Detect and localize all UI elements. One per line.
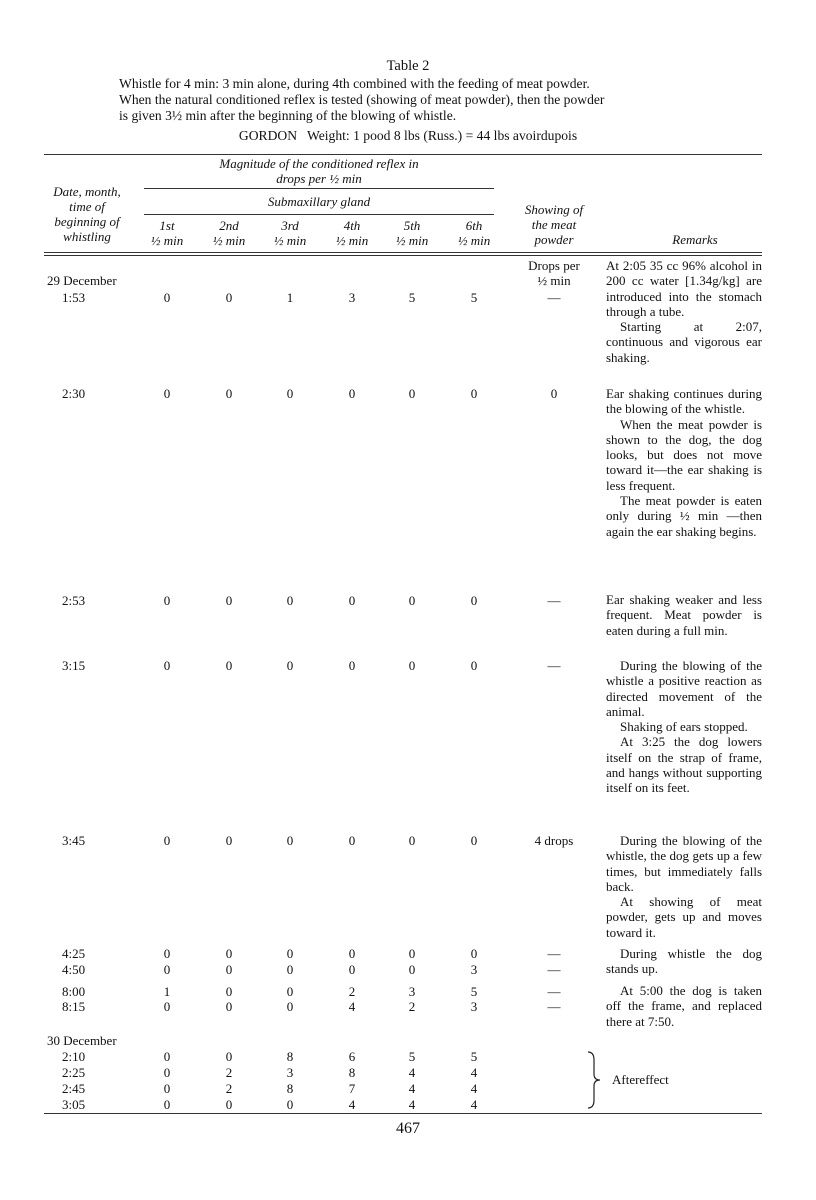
remark-paragraph: Starting at 2:07, continuous and vigorous ear shaking. (606, 319, 762, 365)
header-text: the meat (531, 217, 577, 232)
remark-paragraph: During the blowing of the whistle, the dog gets up a few times, but immediately falls back. (606, 833, 762, 894)
header-text: ½ min (273, 233, 307, 248)
row-value: 0 (163, 593, 171, 608)
row-value: 0 (286, 984, 294, 999)
remark-paragraph: At 5:00 the dog is taken off the frame, and replaced there at 7:50. (606, 983, 762, 1029)
row-value: 0 (163, 658, 171, 673)
row-time: 1:53 (62, 290, 86, 305)
remark-3 (606, 592, 762, 638)
row-time: 2:53 (62, 593, 86, 608)
row-value: 0 (348, 946, 356, 961)
row-value: 0 (163, 1065, 171, 1080)
remark-6 (606, 946, 762, 977)
page-number: 467 (396, 1120, 420, 1137)
magnitude-rule (144, 188, 494, 189)
date-label: 30 December (47, 1033, 117, 1048)
row-showing: — (547, 946, 561, 961)
row-value: 5 (470, 984, 478, 999)
row-time: 2:30 (62, 386, 86, 401)
row-value: 0 (286, 658, 294, 673)
row-value: 0 (286, 999, 294, 1014)
table-caption (119, 76, 719, 124)
row-time: 2:10 (62, 1049, 86, 1064)
row-value: 0 (348, 386, 356, 401)
row-value: 0 (286, 1097, 294, 1112)
row-value: 0 (286, 386, 294, 401)
row-value: 0 (348, 658, 356, 673)
row-showing: — (547, 984, 561, 999)
remark-paragraph: When the meat powder is shown to the dog, the dog looks, but does not move toward it—the ear shaking is less frequent. (606, 416, 762, 493)
row-value: 8 (286, 1049, 294, 1064)
remark-2 (606, 386, 762, 539)
header-text: ½ min (395, 233, 429, 248)
row-value: 4 (408, 1097, 416, 1112)
header-bottom-rule-1 (44, 252, 762, 253)
header-text: 1st (159, 218, 175, 233)
showing-unit-text: Drops per (528, 258, 580, 273)
header-text: 4th (343, 218, 361, 233)
row-value: 5 (408, 290, 416, 305)
remark-paragraph: Ear shaking continues during the blowing of the whistle. (606, 386, 762, 417)
row-showing: — (547, 290, 561, 305)
header-text: 6th (465, 218, 483, 233)
remark-7 (606, 983, 762, 1029)
header-interval-6 (446, 218, 502, 248)
header-text: drops per ½ min (276, 171, 362, 186)
row-value: 0 (225, 833, 233, 848)
row-value: 0 (225, 290, 233, 305)
row-value: 0 (408, 593, 416, 608)
row-time: 3:15 (62, 658, 86, 673)
row-value: 0 (286, 833, 294, 848)
header-text: Showing of (524, 202, 584, 217)
remark-4 (606, 658, 762, 796)
header-interval-4 (324, 218, 380, 248)
remark-1 (606, 258, 762, 365)
row-value: 0 (408, 962, 416, 977)
row-value: 3 (286, 1065, 294, 1080)
row-value: 0 (286, 593, 294, 608)
remark-paragraph: During the blowing of the whistle a positive reaction as directed movement of the animal. (606, 658, 762, 719)
row-showing: 0 (550, 386, 558, 401)
table-bottom-rule (44, 1113, 762, 1114)
row-value: 0 (348, 593, 356, 608)
remark-paragraph: The meat powder is eaten only during ½ min —then again the ear shaking begins. (606, 493, 762, 539)
header-text: Magnitude of the conditioned reflex in (219, 156, 419, 171)
row-showing: — (547, 593, 561, 608)
row-value: 0 (225, 593, 233, 608)
row-value: 8 (286, 1081, 294, 1096)
header-interval-5 (384, 218, 440, 248)
remark-paragraph: Shaking of ears stopped. (620, 719, 748, 735)
row-value: 4 (348, 1097, 356, 1112)
row-value: 0 (470, 658, 478, 673)
row-value: 0 (225, 658, 233, 673)
row-value: 0 (286, 962, 294, 977)
header-text: ½ min (150, 233, 184, 248)
row-value: 3 (470, 999, 478, 1014)
header-gland: Submaxillary gland (267, 194, 371, 209)
row-value: 5 (470, 1049, 478, 1064)
row-value: 0 (348, 833, 356, 848)
row-value: 0 (408, 833, 416, 848)
aftereffect-label: Aftereffect (612, 1072, 669, 1087)
row-showing: — (547, 658, 561, 673)
remark-paragraph: At showing of meat powder, gets up and moves toward it. (606, 894, 762, 940)
header-interval-2 (202, 218, 256, 248)
remark-paragraph: During whistle the dog stands up. (606, 946, 762, 977)
row-value: 4 (408, 1081, 416, 1096)
row-value: 0 (225, 386, 233, 401)
header-text: ½ min (212, 233, 246, 248)
row-time: 8:15 (62, 999, 86, 1014)
showing-unit-text: ½ min (537, 273, 571, 288)
row-value: 0 (163, 962, 171, 977)
row-time: 4:50 (62, 962, 86, 977)
row-value: 3 (348, 290, 356, 305)
row-value: 0 (163, 1097, 171, 1112)
row-value: 4 (348, 999, 356, 1014)
caption-line: Whistle for 4 min: 3 min alone, during 4th combined with the feeding of meat powder. (119, 76, 590, 91)
remark-paragraph: At 3:25 the dog lowers itself on the strap of frame, and hangs without supporting itself on its feet. (606, 734, 762, 796)
row-value: 0 (348, 962, 356, 977)
gland-rule (144, 214, 494, 215)
row-value: 0 (470, 833, 478, 848)
row-time: 3:05 (62, 1097, 86, 1112)
row-value: 0 (470, 946, 478, 961)
remark-5 (606, 833, 762, 940)
right-brace-icon (584, 1050, 604, 1110)
date-label: 29 December (47, 273, 117, 288)
row-value: 2 (225, 1065, 233, 1080)
header-interval-1 (144, 218, 190, 248)
row-value: 6 (348, 1049, 356, 1064)
caption-line: When the natural conditioned reflex is tested (showing of meat powder), then the powder (119, 92, 605, 107)
header-showing (506, 202, 602, 247)
row-value: 5 (470, 290, 478, 305)
row-value: 4 (470, 1097, 478, 1112)
row-time: 4:25 (62, 946, 86, 961)
row-value: 2 (348, 984, 356, 999)
row-value: 0 (286, 946, 294, 961)
header-date-column (40, 184, 134, 244)
header-text: time of (69, 199, 105, 214)
row-value: 0 (163, 290, 171, 305)
row-time: 2:45 (62, 1081, 86, 1096)
row-time: 8:00 (62, 984, 86, 999)
row-value: 1 (286, 290, 294, 305)
table-title: Table 2 (386, 58, 430, 74)
remark-paragraph: At 2:05 35 cc 96% alcohol in 200 cc water [1.34g/kg] are introduced into the stomach through a tube. (606, 258, 762, 319)
row-value: 0 (163, 1081, 171, 1096)
row-value: 0 (163, 386, 171, 401)
row-value: 0 (408, 658, 416, 673)
row-value: 0 (163, 833, 171, 848)
row-time: 3:45 (62, 833, 86, 848)
row-value: 0 (225, 1097, 233, 1112)
row-value: 3 (408, 984, 416, 999)
row-value: 0 (163, 1049, 171, 1064)
subject-line: GORDON Weight: 1 pood 8 lbs (Russ.) = 44 lbs avoirdupois (238, 128, 578, 143)
remark-paragraph: Ear shaking weaker and less frequent. Meat powder is eaten during a full min. (606, 592, 762, 638)
row-value: 7 (348, 1081, 356, 1096)
caption-line: is given 3½ min after the beginning of the blowing of whistle. (119, 108, 457, 123)
row-value: 0 (408, 946, 416, 961)
row-value: 0 (470, 593, 478, 608)
row-value: 0 (470, 386, 478, 401)
header-text: ½ min (335, 233, 369, 248)
row-value: 5 (408, 1049, 416, 1064)
row-showing: — (547, 962, 561, 977)
showing-unit (506, 258, 602, 288)
row-value: 0 (225, 999, 233, 1014)
row-value: 2 (225, 1081, 233, 1096)
row-value: 4 (470, 1065, 478, 1080)
row-value: 0 (225, 962, 233, 977)
row-value: 0 (163, 946, 171, 961)
row-value: 2 (408, 999, 416, 1014)
row-value: 1 (163, 984, 171, 999)
row-value: 0 (225, 984, 233, 999)
header-text: beginning of (54, 214, 120, 229)
header-interval-3 (262, 218, 318, 248)
row-value: 4 (470, 1081, 478, 1096)
table-top-rule (44, 154, 762, 155)
header-text: whistling (63, 229, 111, 244)
header-text: Date, month, (53, 184, 121, 199)
header-text: 3rd (281, 218, 299, 233)
header-text: ½ min (457, 233, 491, 248)
row-value: 3 (470, 962, 478, 977)
row-value: 0 (163, 999, 171, 1014)
row-time: 2:25 (62, 1065, 86, 1080)
row-value: 0 (225, 946, 233, 961)
row-value: 0 (225, 1049, 233, 1064)
row-value: 0 (408, 386, 416, 401)
header-magnitude (144, 156, 494, 186)
header-text: 2nd (219, 218, 239, 233)
row-showing: — (547, 999, 561, 1014)
header-text: powder (534, 232, 574, 247)
header-text: 5th (403, 218, 421, 233)
header-remarks: Remarks (672, 232, 718, 247)
header-bottom-rule-2 (44, 255, 762, 256)
row-value: 4 (408, 1065, 416, 1080)
row-showing: 4 drops (534, 833, 574, 848)
row-value: 8 (348, 1065, 356, 1080)
